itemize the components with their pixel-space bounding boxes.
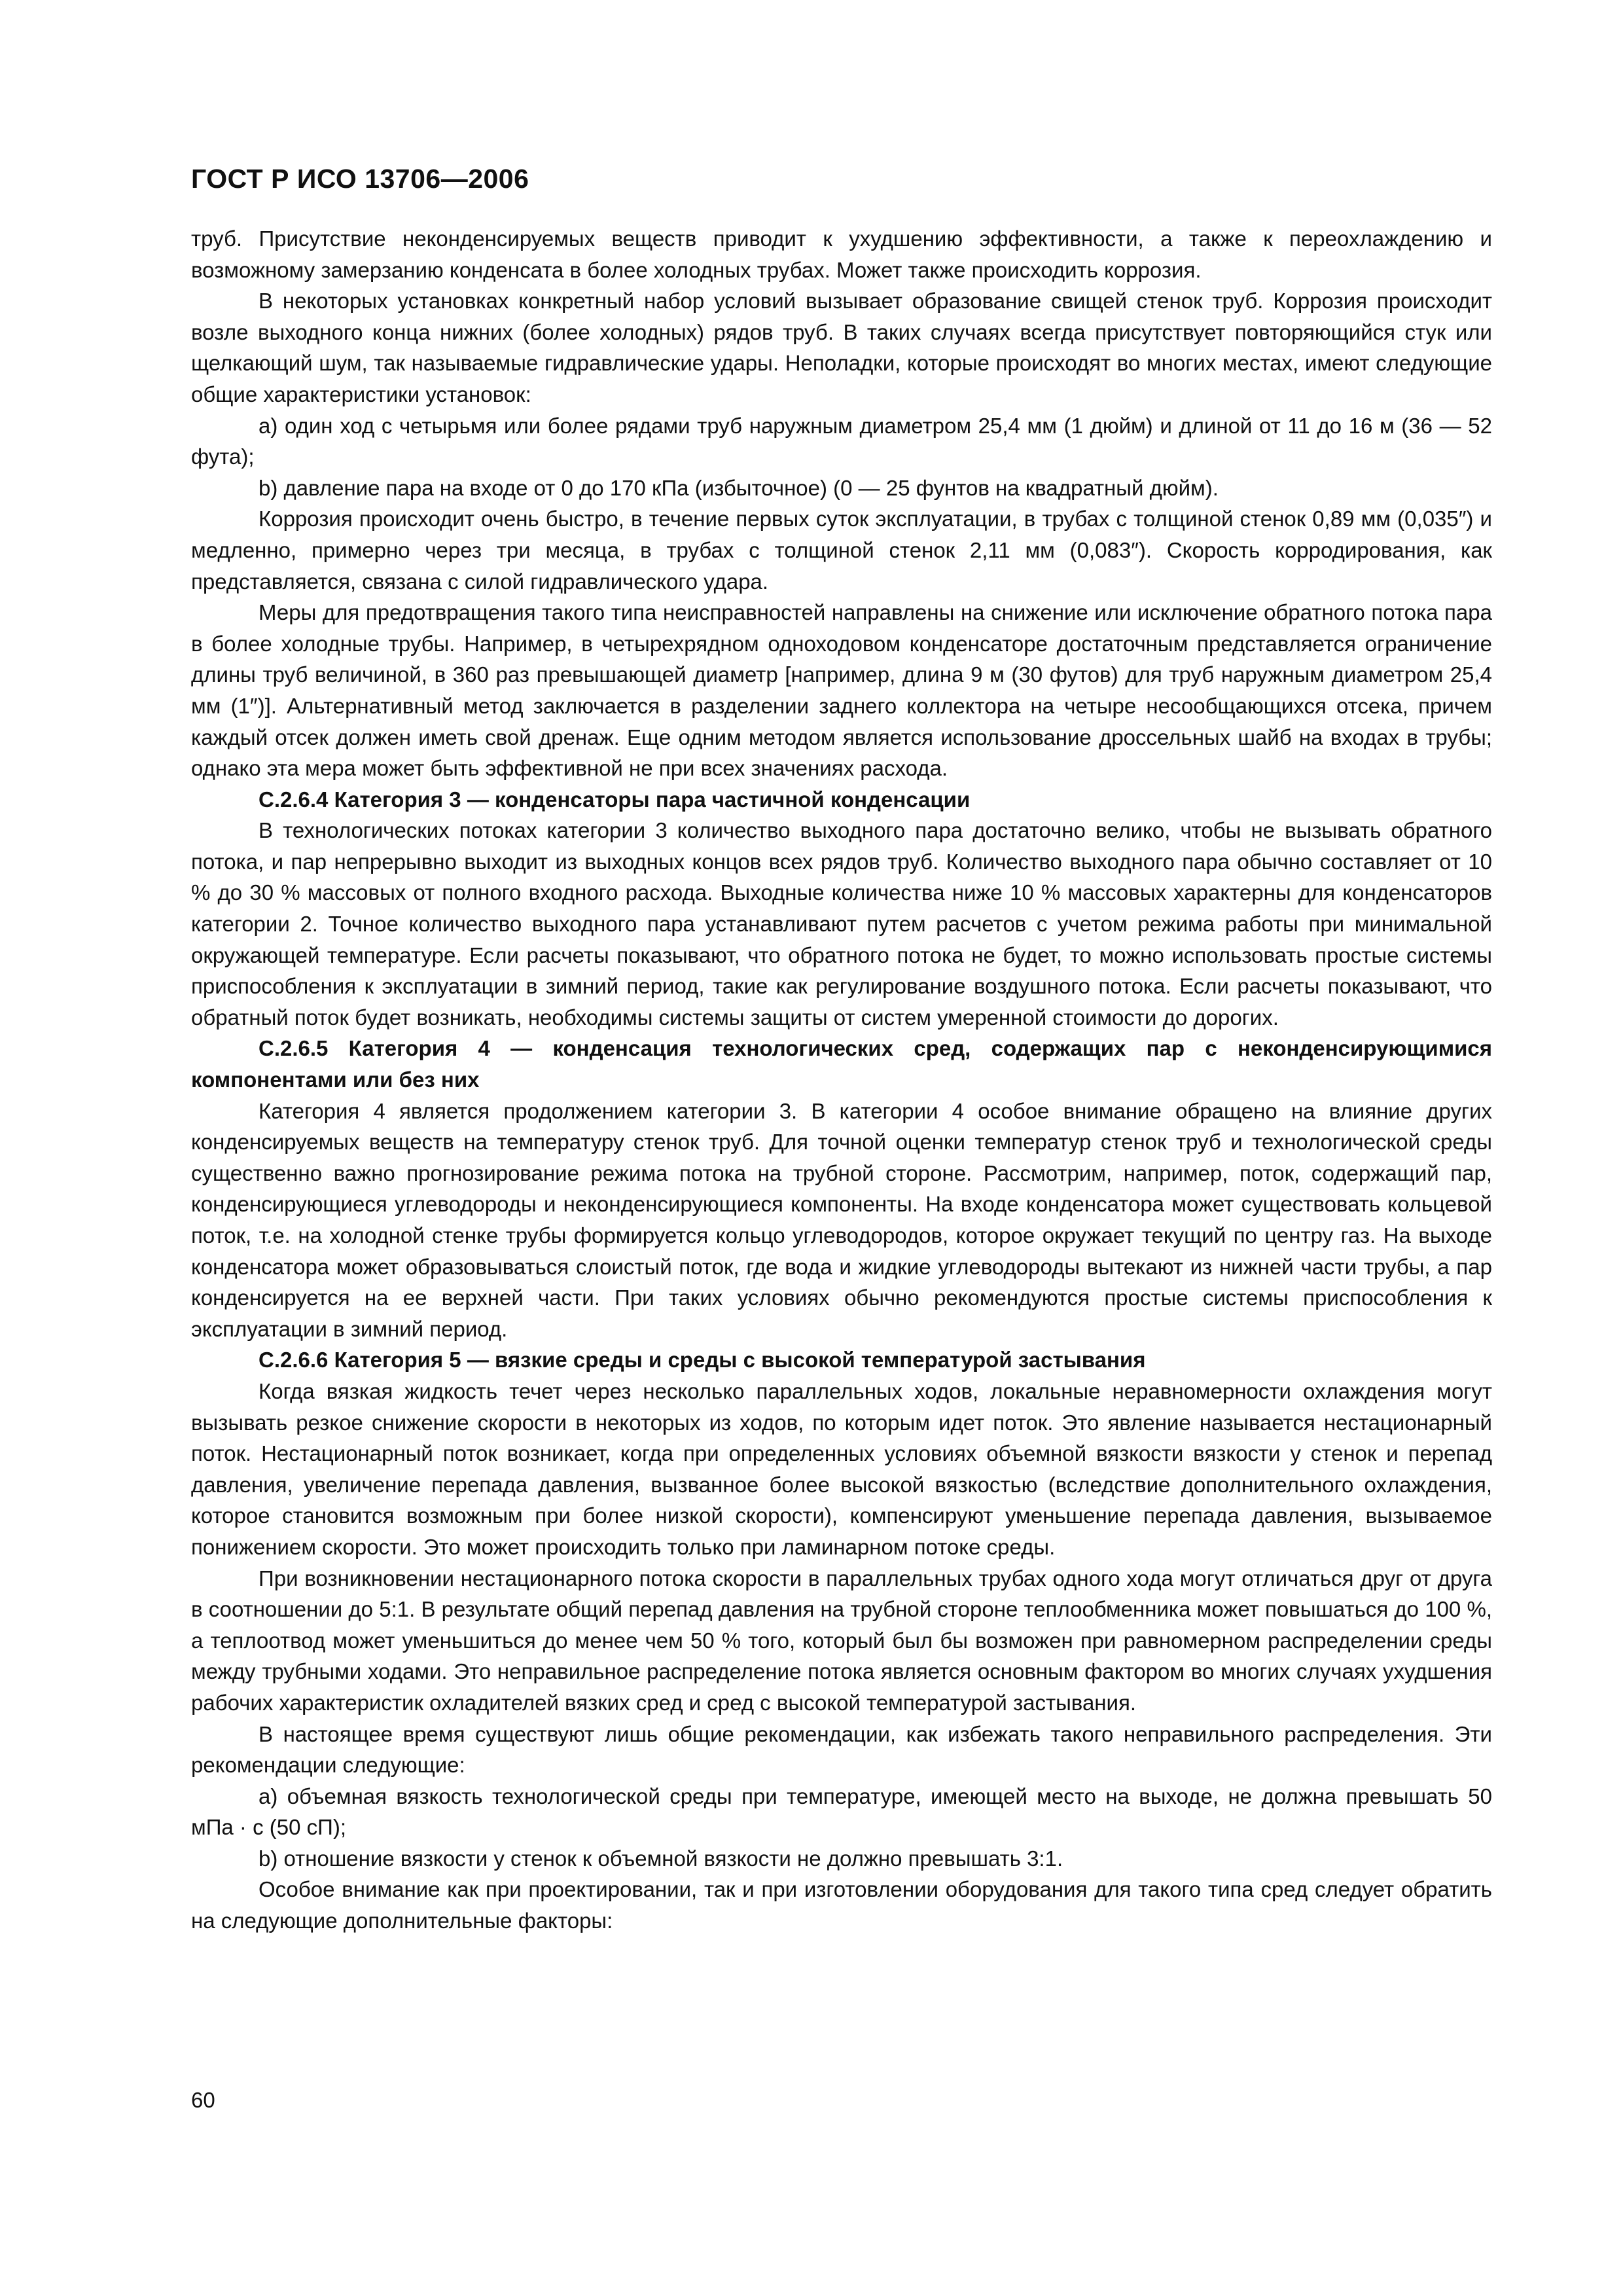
section-heading: С.2.6.4 Категория 3 — конденсаторы пара частичной конденсации bbox=[259, 787, 971, 812]
section-heading: С.2.6.5 Категория 4 — конденсация технологических сред, содержащих пар с неконденсирующимися компонентами или без них bbox=[191, 1036, 1492, 1092]
list-item: b) отношение вязкости у стенок к объемной вязкости не должно превышать 3:1. bbox=[259, 1846, 1063, 1871]
paragraph: В технологических потоках категории 3 количество выходного пара достаточно велико, чтобы не вызывать обратного потока, и пар непрерывно выходит из выходных концов всех рядов труб. Количество выходного пара обычно составляет от 10 % до 30 % массовых от полного входного расхода. Выходные количества ниже 10 % массовых характерны для конденсаторов категории 2. Точное количество выходного пара устанавливают путем расчетов с учетом режима работы при минимальной окружающей температуре. Если расчеты показывают, что обратного потока не будет, то можно использовать простые системы приспособления к эксплуатации в зимний период, такие как регулирование воздушного потока. Если расчеты показывают, что обратный поток будет возникать, необходимы системы защиты от систем умеренной стоимости до дорогих. bbox=[191, 818, 1492, 1030]
document-header-title: ГОСТ Р ИСО 13706—2006 bbox=[191, 164, 529, 194]
paragraph: При возникновении нестационарного потока скорости в параллельных трубах одного хода могут отличаться друг от друга в соотношении до 5:1. В результате общий перепад давления на трубной стороне теплообменника может повышаться до 100 %, а теплоотвод может уменьшиться до менее чем 50 % того, который был бы возможен при равномерном распределении среды между трубными ходами. Это неправильное распределение потока является основным фактором во многих случаях ухудшения рабочих характеристик охладителей вязких сред и сред с высокой температурой застывания. bbox=[191, 1566, 1492, 1715]
paragraph: Коррозия происходит очень быстро, в течение первых суток эксплуатации, в трубах с толщиной стенок 0,89 мм (0,035″) и медленно, примерно через три месяца, в трубах с толщиной стенок 2,11 мм (0,083″). Скорость корродирования, как представляется, связана с силой гидравлического удара. bbox=[191, 507, 1492, 594]
list-item: b) давление пара на входе от 0 до 170 кПа (избыточное) (0 — 25 фунтов на квадратный дюйм). bbox=[259, 475, 1219, 500]
document-body bbox=[191, 223, 1492, 1937]
paragraph: В настоящее время существуют лишь общие рекомендации, как избежать такого неправильного распределения. Эти рекомендации следующие: bbox=[191, 1721, 1492, 1778]
document-page bbox=[191, 164, 1492, 1937]
paragraph: труб. Присутствие неконденсируемых веществ приводит к ухудшению эффективности, а также к переохлаждению и возможному замерзанию конденсата в более холодных трубах. Может также происходить коррозия. bbox=[191, 226, 1492, 282]
list-item: a) один ход с четырьмя или более рядами труб наружным диаметром 25,4 мм (1 дюйм) и длиной от 11 до 16 м (36 — 52 фута); bbox=[191, 413, 1492, 469]
paragraph: Особое внимание как при проектировании, так и при изготовлении оборудования для такого типа сред следует обратить на следующие дополнительные факторы: bbox=[191, 1877, 1492, 1933]
list-item: a) объемная вязкость технологической среды при температуре, имеющей место на выходе, не должна превышать 50 мПа · с (50 сП); bbox=[191, 1784, 1492, 1840]
paragraph: Категория 4 является продолжением категории 3. В категории 4 особое внимание обращено на влияние других конденсируемых веществ на температуру стенок труб. Для точной оценки температур стенок труб и технологической среды существенно важно прогнозирование режима потока на трубной стороне. Рассмотрим, например, поток, содержащий пар, конденсирующиеся углеводороды и неконденсирующиеся компоненты. На входе конденсатора может существовать кольцевой поток, т.е. на холодной стенке трубы формируется кольцо углеводородов, которое окружает текущий по центру газ. На выходе конденсатора может образовываться слоистый поток, где вода и жидкие углеводороды вытекают из нижней части трубы, а пар конденсируется на ее верхней части. При таких условиях обычно рекомендуются простые системы приспособления к эксплуатации в зимний период. bbox=[191, 1098, 1492, 1341]
section-heading: С.2.6.6 Категория 5 — вязкие среды и среды с высокой температурой застывания bbox=[259, 1348, 1146, 1372]
paragraph: Меры для предотвращения такого типа неисправностей направлены на снижение или исключение обратного потока пара в более холодные трубы. Например, в четырехрядном одноходовом конденсаторе достаточным представляется ограничение длины труб величиной, в 360 раз превышающей диаметр [например, длина 9 м (30 футов) для труб наружным диаметром 25,4 мм (1″)]. Альтернативный метод заключается в разделении заднего коллектора на четыре несообщающихся отсека, причем каждый отсек должен иметь свой дренаж. Еще одним методом является использование дроссельных шайб на входах в трубы; однако эта мера может быть эффективной не при всех значениях расхода. bbox=[191, 600, 1492, 781]
paragraph: В некоторых установках конкретный набор условий вызывает образование свищей стенок труб. Коррозия происходит возле выходного конца нижних (более холодных) рядов труб. В таких случаях всегда присутствует повторяющийся стук или щелкающий шум, так называемые гидравлические удары. Неполадки, которые происходят во многих местах, имеют следующие общие характеристики установок: bbox=[191, 289, 1492, 406]
page-number: 60 bbox=[191, 2088, 215, 2112]
paragraph: Когда вязкая жидкость течет через несколько параллельных ходов, локальные неравномерности охлаждения могут вызывать резкое снижение скорости в некоторых из ходов, по которым идет поток. Это явление называется нестационарный поток. Нестационарный поток возникает, когда при определенных условиях объемной вязкости вязкости у стенок и перепад давления, увеличение перепада давления, вызванное более высокой вязкостью (вследствие дополнительного охлаждения, которое становится возможным при более низкой скорости), компенсируют уменьшение перепада давления, вызываемое понижением скорости. Это может происходить только при ламинарном потоке среды. bbox=[191, 1378, 1492, 1559]
